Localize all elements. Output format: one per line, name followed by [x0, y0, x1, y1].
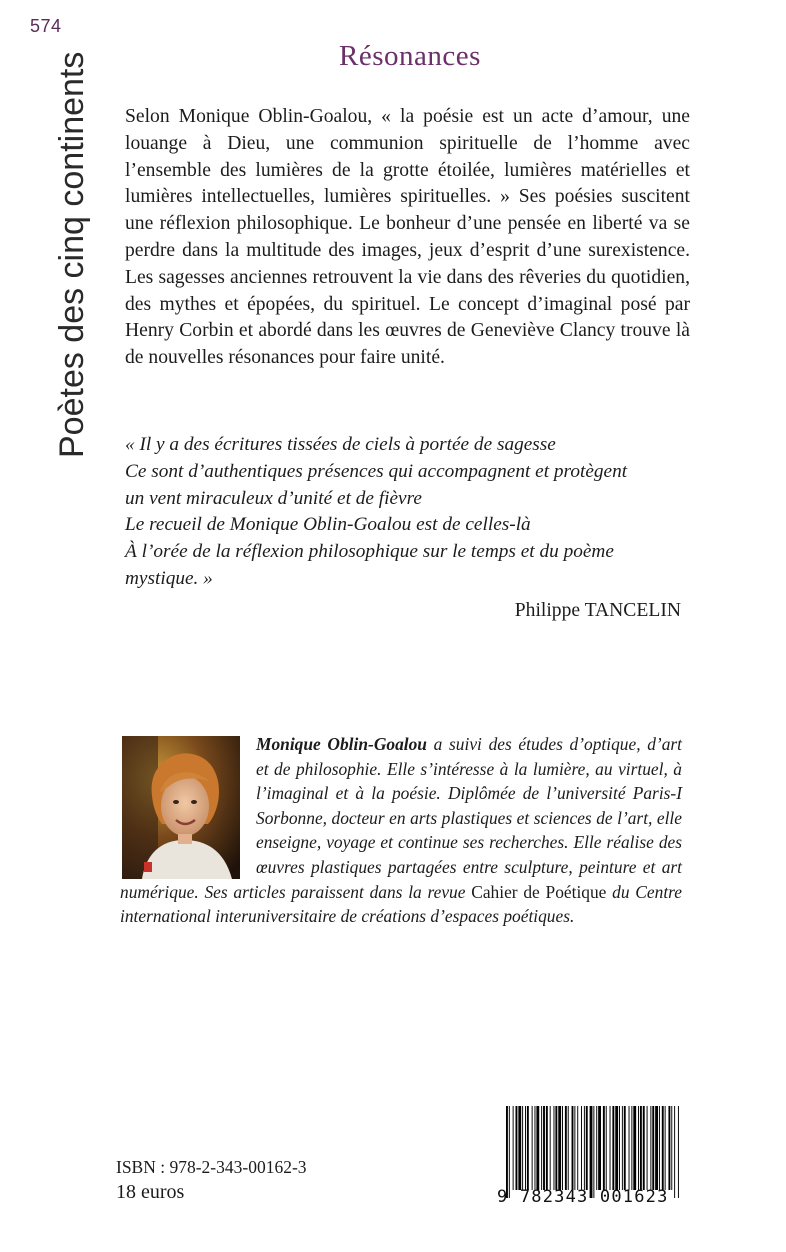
author-biography — [120, 732, 682, 929]
quote-line: Le recueil de Monique Oblin-Goalou est de celles-là — [125, 514, 531, 536]
back-cover-blurb: Selon Monique Oblin-Goalou, « la poésie est un acte d’amour, une louange à Dieu, une communion spirituelle de l’homme avec l’ensemble des lumières de la grotte étoilée, lumières matérielles et lumières intellectuelles, lumières spirituelles. » Ses poésies suscitent une réflexion philosophique. Le bonheur d’une pensée en liberté va se perdre dans la multitude des images, jeux d’esprit d’une surexistence. Les sagesses anciennes retrouvent la vie dans des rêveries du quotidien, des mythes et épopées, du spirituel. Le concept d’imaginal posé par Henry Corbin et abordé dans les œuvres de Geneviève Clancy trouve là de nouvelles résonances pour faire unité. — [125, 106, 690, 369]
barcode — [505, 1106, 680, 1198]
journal-name: Cahier de Poétique — [471, 881, 607, 902]
quote-line: mystique. » — [125, 567, 213, 589]
series-number: 574 — [30, 16, 62, 36]
quote-line: Ce sont d’authentiques présences qui accompagnent et protègent — [125, 460, 628, 482]
book-title: Résonances — [339, 40, 481, 72]
barcode-digits: 9 782343 001623 — [497, 1187, 669, 1207]
series-title: Poètes des cinq continents — [53, 51, 91, 458]
bio-text: du Centre international interuniversitaire de créations d’espaces poétiques. — [120, 881, 682, 927]
bio-text: a suivi des études d’optique, d’art et de philosophie. Elle s’intéresse à la lumière, au virtuel, à l’imaginal et à la poésie. Diplômée de l’université Paris-I Sorbonne, docteur en arts plastiques et sciences de l’art, elle enseigne, voyage et continue ses recherches. Elle réalise des œuvres plastiques partagées entre sculpture, peinture et art numérique. Ses articles paraissent dans la revue — [120, 734, 683, 902]
quote-line: un vent miraculeux d’unité et de fièvre — [125, 487, 422, 509]
quote-line: À l’orée de la réflexion philosophique sur le temps et du poème — [125, 541, 614, 563]
quote-author: Philippe TANCELIN — [514, 600, 681, 621]
quote-block — [125, 432, 690, 593]
price: 18 euros — [116, 1181, 185, 1203]
isbn: ISBN : 978-2-343-00162-3 — [116, 1157, 307, 1177]
author-name: Monique Oblin-Goalou — [256, 734, 427, 754]
quote-line: « Il y a des écritures tissées de ciels à portée de sagesse — [125, 434, 556, 455]
